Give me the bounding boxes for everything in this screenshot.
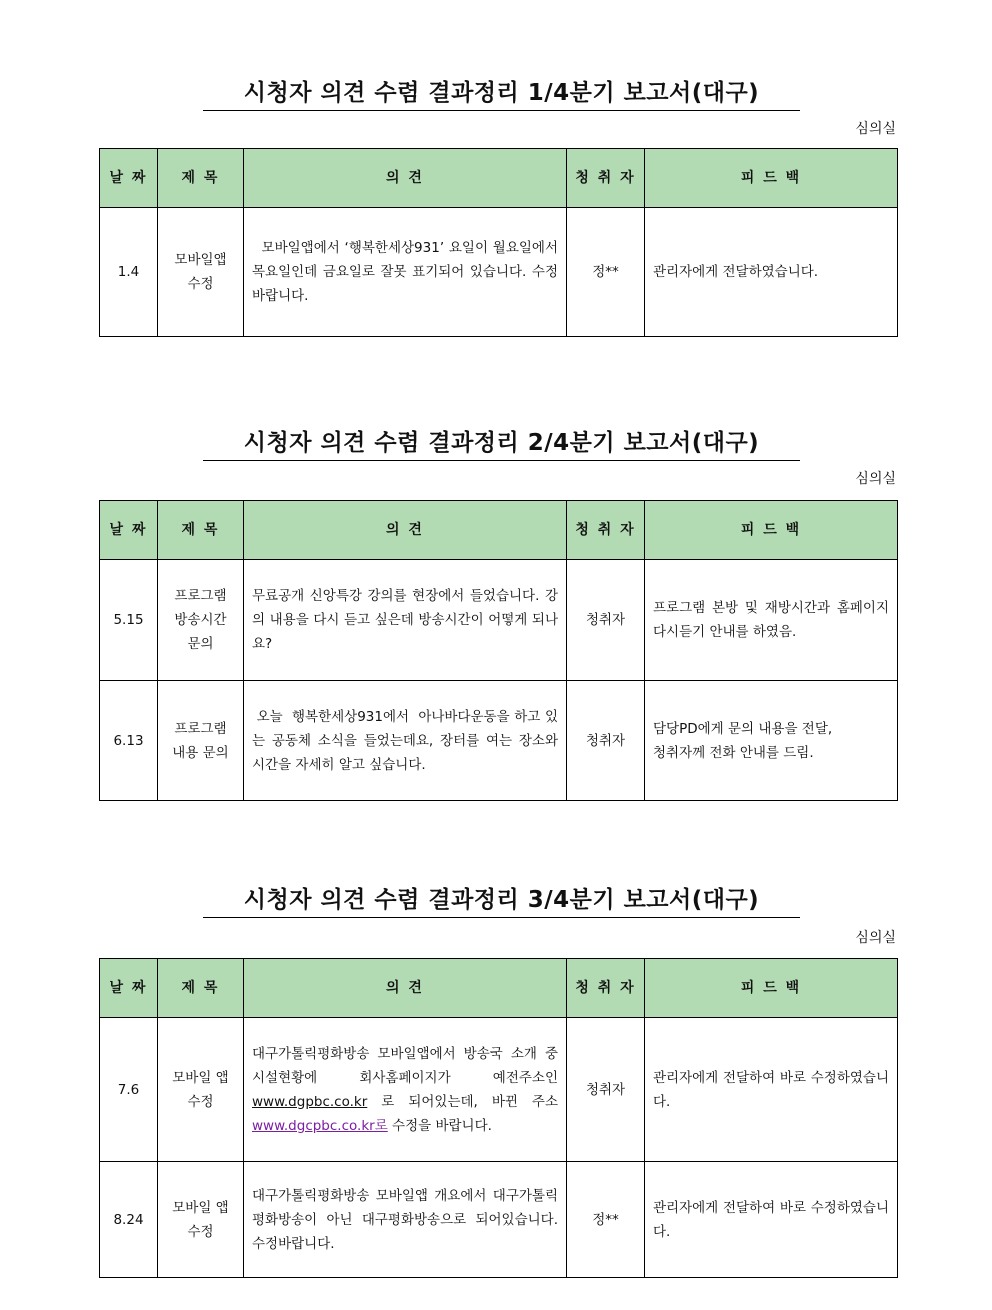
table-row bbox=[100, 560, 898, 681]
cell-date: 7.6 bbox=[100, 1018, 158, 1162]
report-title-q1: 시청자 의견 수렴 결과정리 1/4분기 보고서(대구) bbox=[203, 78, 800, 111]
cell-subject: 모바일앱 수정 bbox=[158, 208, 244, 337]
header-opinion: 의 견 bbox=[244, 959, 567, 1018]
table-row bbox=[100, 1018, 898, 1162]
cell-viewer: 청취자 bbox=[567, 1018, 645, 1162]
report-title-q2: 시청자 의견 수렴 결과정리 2/4분기 보고서(대구) bbox=[203, 428, 800, 461]
header-viewer: 청 취 자 bbox=[567, 149, 645, 208]
report-table-q2 bbox=[99, 500, 898, 801]
header-subject: 제 목 bbox=[158, 959, 244, 1018]
report-table-q3 bbox=[99, 958, 898, 1278]
cell-feedback: 관리자에게 전달하여 바로 수정하였습니다. bbox=[645, 1018, 898, 1162]
cell-subject: 프로그램 방송시간 문의 bbox=[158, 560, 244, 681]
cell-date: 1.4 bbox=[100, 208, 158, 337]
cell-subject: 프로그램 내용 문의 bbox=[158, 681, 244, 801]
header-opinion: 의 견 bbox=[244, 149, 567, 208]
opinion-text-part3: 수정을 바랍니다. bbox=[387, 1117, 492, 1134]
header-opinion: 의 견 bbox=[244, 501, 567, 560]
cell-opinion: 모바일앱에서 ‘행복한세상931’ 요일이 월요일에서 목요일인데 금요일로 잘못 표기되어 있습니다. 수정바랍니다. bbox=[244, 208, 567, 337]
cell-opinion: 대구가톨릭평화방송 모바일앱 개요에서 대구가톨릭평화방송이 아닌 대구평화방송으로 되어있습니다. 수정바랍니다. bbox=[244, 1162, 567, 1278]
table-row bbox=[100, 681, 898, 801]
report-table-q1 bbox=[99, 148, 898, 337]
report-title-q3: 시청자 의견 수렴 결과정리 3/4분기 보고서(대구) bbox=[203, 885, 800, 918]
new-homepage-link[interactable]: www.dgcpbc.co.kr로 bbox=[252, 1117, 388, 1134]
cell-viewer: 정** bbox=[567, 1162, 645, 1278]
cell-date: 6.13 bbox=[100, 681, 158, 801]
header-feedback: 피 드 백 bbox=[645, 149, 898, 208]
cell-feedback: 프로그램 본방 및 재방시간과 홈페이지 다시듣기 안내를 하였음. bbox=[645, 560, 898, 681]
header-feedback: 피 드 백 bbox=[645, 959, 898, 1018]
opinion-text-part2: 로 되어있는데, 바뀐 주소 bbox=[367, 1093, 558, 1110]
old-homepage-link[interactable]: www.dgpbc.co.kr bbox=[252, 1093, 368, 1110]
cell-opinion bbox=[244, 1018, 567, 1162]
table-header-row bbox=[100, 501, 898, 560]
cell-feedback: 관리자에게 전달하여 바로 수정하였습니다. bbox=[645, 1162, 898, 1278]
table-row bbox=[100, 208, 898, 337]
department-label-q3: 심의실 bbox=[855, 930, 896, 946]
opinion-text-part1: 대구가톨릭평화방송 모바일앱에서 방송국 소개 중 시설현황에 회사홈페이지가 예전주소인 bbox=[252, 1045, 558, 1086]
header-date: 날 짜 bbox=[100, 959, 158, 1018]
cell-feedback: 담당PD에게 문의 내용을 전달, 청취자께 전화 안내를 드림. bbox=[645, 681, 898, 801]
cell-viewer: 정** bbox=[567, 208, 645, 337]
cell-opinion: 무료공개 신앙특강 강의를 현장에서 들었습니다. 강의 내용을 다시 듣고 싶은데 방송시간이 어떻게 되나요? bbox=[244, 560, 567, 681]
cell-subject: 모바일 앱 수정 bbox=[158, 1162, 244, 1278]
table-row bbox=[100, 1162, 898, 1278]
header-date: 날 짜 bbox=[100, 501, 158, 560]
cell-date: 8.24 bbox=[100, 1162, 158, 1278]
header-subject: 제 목 bbox=[158, 501, 244, 560]
department-label-q1: 심의실 bbox=[855, 121, 896, 137]
department-label-q2: 심의실 bbox=[855, 471, 896, 487]
cell-opinion: 오늘 행복한세상931에서 아나바다운동을 하고 있는 공동체 소식을 들었는데요, 장터를 여는 장소와 시간을 자세히 알고 싶습니다. bbox=[244, 681, 567, 801]
table-header-row bbox=[100, 149, 898, 208]
header-date: 날 짜 bbox=[100, 149, 158, 208]
cell-viewer: 청취자 bbox=[567, 560, 645, 681]
cell-date: 5.15 bbox=[100, 560, 158, 681]
cell-subject: 모바일 앱 수정 bbox=[158, 1018, 244, 1162]
header-viewer: 청 취 자 bbox=[567, 959, 645, 1018]
header-viewer: 청 취 자 bbox=[567, 501, 645, 560]
cell-feedback: 관리자에게 전달하였습니다. bbox=[645, 208, 898, 337]
header-subject: 제 목 bbox=[158, 149, 244, 208]
cell-viewer: 청취자 bbox=[567, 681, 645, 801]
table-header-row bbox=[100, 959, 898, 1018]
header-feedback: 피 드 백 bbox=[645, 501, 898, 560]
